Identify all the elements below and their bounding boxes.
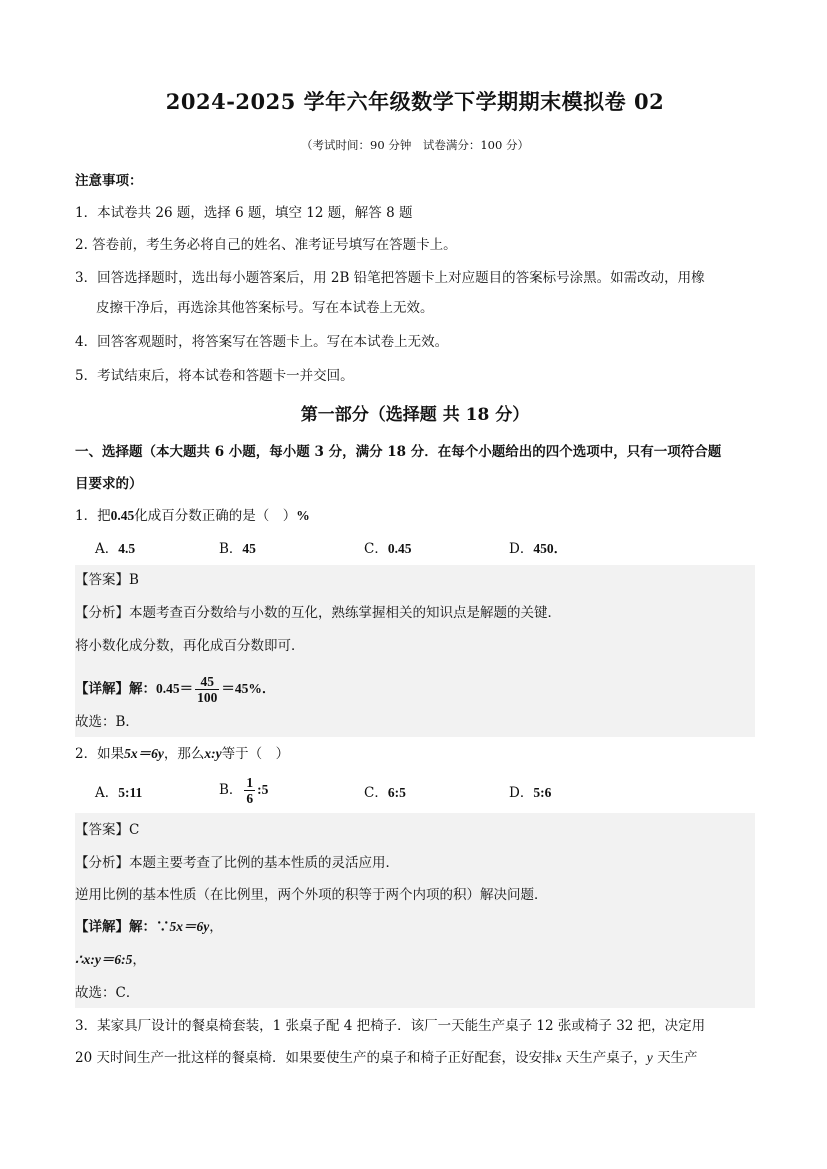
question-value: 0.45	[110, 508, 135, 523]
notice-item: 3．回答选择题时，选出每小题答案后，用 2B 铅笔把答题卡上对应题目的答案标号涂黑。如需改动，用橡	[75, 270, 705, 286]
part-heading-continued: 目要求的）	[75, 476, 143, 492]
conclusion: 故选：B．	[75, 714, 139, 730]
option-b[interactable]: B． $\frac{1}{6}$ :5	[219, 775, 269, 806]
answer: 【答案】C	[75, 822, 140, 838]
detail: 【详解】解：∵5x＝6y，	[75, 919, 223, 935]
detail: 【详解】解：0.45＝ $\frac{45}{100}$ ＝45%．	[75, 674, 276, 705]
option-a[interactable]: A．5:11	[95, 785, 143, 801]
question-2-stem: 2．如果5x＝6y，那么x:y等于（ ）	[75, 746, 290, 762]
question-1-options	[95, 539, 755, 559]
method: 将小数化成分数，再化成百分数即可．	[75, 638, 305, 654]
answer-box-2	[75, 813, 755, 1008]
option-a[interactable]: A．4.5	[95, 541, 136, 557]
page-title: 2024-2025 学年六年级数学下学期期末模拟卷 02	[165, 89, 665, 114]
fraction: $\frac{1}{6}$	[246, 775, 254, 806]
notice-item: 4．回答客观题时，将答案写在答题卡上。写在本试卷上无效。	[75, 334, 449, 350]
option-d[interactable]: D．450．	[509, 541, 568, 557]
method: 逆用比例的基本性质（在比例里，两个外项的积等于两个内项的积）解决问题．	[75, 887, 548, 903]
part-heading: 一、选择题（本大题共 6 小题，每小题 3 分，满分 18 分．在每个小题给出的四个选项中，只有一项符合题	[75, 444, 722, 460]
analysis: 【分析】本题主要考查了比例的基本性质的灵活应用．	[75, 855, 399, 871]
exam-info: （考试时间：90 分钟 试卷满分：100 分）	[301, 138, 529, 152]
answer: 【答案】B	[75, 572, 139, 588]
option-c[interactable]: C．0.45	[364, 541, 412, 557]
notice-item: 1．本试卷共 26 题，选择 6 题，填空 12 题，解答 8 题	[75, 205, 413, 221]
option-d[interactable]: D．5:6	[509, 785, 552, 801]
detail-step: ∴x:y＝6:5，	[75, 952, 146, 968]
question-3-stem: 3．某家具厂设计的餐桌椅套装，1 张桌子配 4 把椅子．该厂一天能生产桌子 12 张或椅子 32 把，决定用	[75, 1018, 706, 1034]
notice-heading: 注意事项：	[75, 173, 143, 189]
section-title: 第一部分（选择题 共 18 分）	[300, 405, 530, 425]
option-c[interactable]: C．6:5	[364, 785, 406, 801]
question-2-options	[95, 775, 755, 806]
notice-item: 5．考试结束后，将本试卷和答题卡一并交回。	[75, 368, 354, 384]
fraction: $\frac{45}{100}$	[197, 674, 218, 705]
option-b[interactable]: B．45	[219, 541, 256, 557]
conclusion: 故选：C．	[75, 985, 140, 1001]
analysis: 【分析】本题考查百分数给与小数的互化，熟练掌握相关的知识点是解题的关键．	[75, 605, 561, 621]
notice-item: 2. 答卷前，考生务必将自己的姓名、准考证号填写在答题卡上。	[75, 237, 457, 253]
question-1-stem: 1．把0.45化成百分数正确的是（ ）%	[75, 508, 310, 524]
notice-item-continued: 皮擦干净后，再选涂其他答案标号。写在本试卷上无效。	[96, 300, 434, 316]
question-3-stem-continued: 20 天时间生产一批这样的餐桌椅．如果要使生产的桌子和椅子正好配套，设安排x 天生产桌子，y 天生产	[75, 1050, 698, 1066]
